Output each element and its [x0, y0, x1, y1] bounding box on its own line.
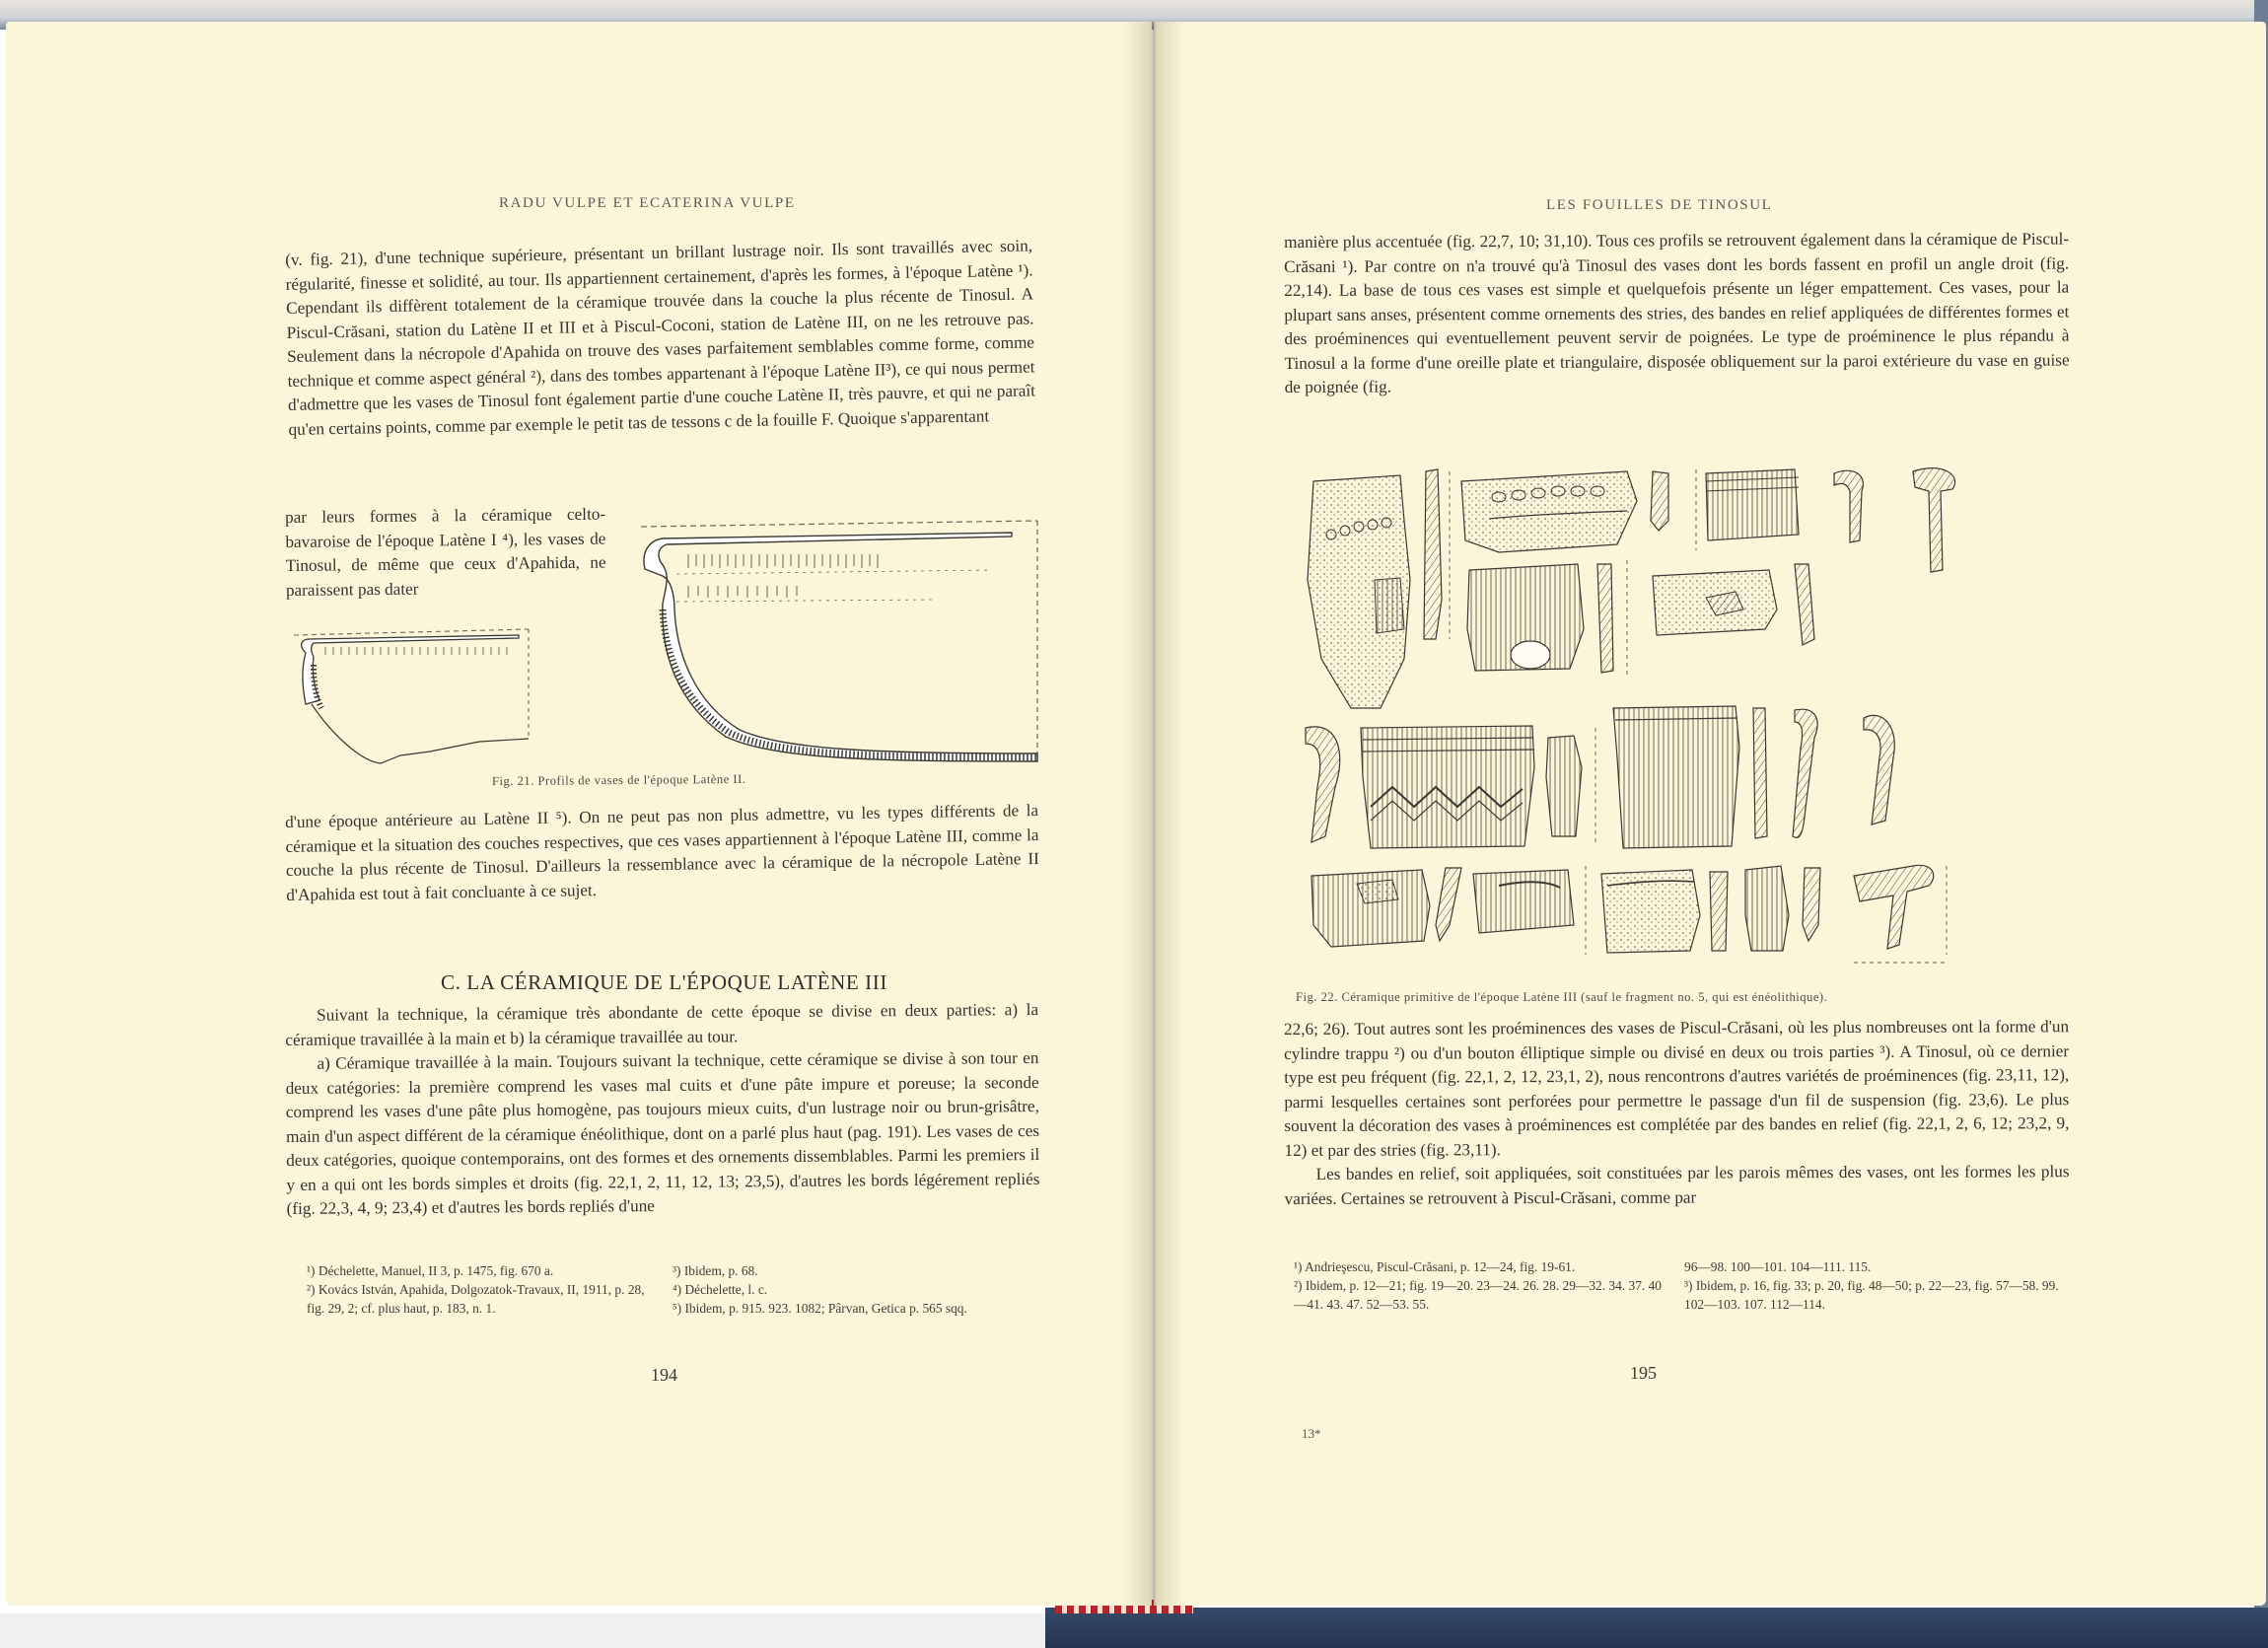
profile-12 [1864, 715, 1894, 824]
fragment-8 [1361, 726, 1534, 848]
right-footnotes-col2: 96—98. 100—101. 104—111. 115. ³) Ibidem, p. 16, fig. 33; p. 20, fig. 48—50; p. 22—23, fig. 57—58. 99. 102—103. 107. 112—114. [1684, 1259, 2059, 1312]
fragment-14 [1473, 870, 1574, 933]
gutter-shadow [1124, 22, 1183, 1606]
fragment-9 [1546, 736, 1582, 836]
fragment-10 [1613, 706, 1739, 848]
left-page [6, 22, 1152, 1606]
profile-7 [1306, 727, 1340, 842]
left-paragraph-3: Suivant la technique, la céramique très abondante de cette époque se divise en deux parties: a) la céramique travaillée à la main et b) la céramique travaillée au tour. a) Céramique travaillée à la main. Toujours suivant la technique, cette céramique se divise à son tour en deux catégories: la première comprend les vases mal cuits et d'une pâte impure et poreuse; la seconde comprend les vases d'une pâte plus homogène, pas toujours mieux cuits, d'un lustrage noir ou brun-grisâtre, main d'un aspect différent de la céramique énéolithique, dont on a parlé plus haut (pag. 191). Les vases de ces deux catégories, quoique contemporains, ont des formes et des ornements dissemblables. Parmi les premiers il y en a qui ont les bords simples et droits (fig. 22,1, 2, 11, 12, 13; 23,5), d'autres les bords légérement repliés (fig. 22,3, 4, 9; 23,4) et d'autres les bords repliés d'une [285, 999, 1040, 1218]
right-page [1154, 22, 2266, 1606]
running-head-left: RADU VULPE ET ECATERINA VULPE [499, 195, 796, 211]
profile-11 [1793, 709, 1817, 837]
fig21-caption: Fig. 21. Profils de vases de l'époque Latène II. [491, 771, 746, 789]
fragment-3 [1706, 469, 1799, 540]
right-footnotes-col1: ¹) Andrieşescu, Piscul-Crăsani, p. 12—24, fig. 19-61. ²) Ibidem, p. 12—21; fig. 19—20. 23—24. 26. 28. 29—32. 34. 37. 40—41. 43. 47. 52—53. 55. [1294, 1259, 1662, 1312]
fig21-small-profile [292, 625, 533, 768]
fig21-large-profile [637, 515, 1041, 766]
page-number-right: 195 [1630, 1363, 1657, 1383]
profile-1 [1424, 469, 1442, 639]
profile-4 [1913, 468, 1955, 572]
signature-mark: 13* [1302, 1426, 1321, 1441]
left-footnotes-col2: ³) Ibidem, p. 68. ⁴) Déchelette, l. c. ⁵) Ibidem, p. 915. 923. 1082; Pârvan, Getica p. 565 sqq. [673, 1263, 967, 1316]
running-head-right: LES FOUILLES DE TINOSUL [1546, 197, 1773, 213]
left-footnotes-col1: ¹) Déchelette, Manuel, II 3, p. 1475, fig. 670 a. ²) Kovács István, Apahida, Dolgozatok-Travaux, II, 1911, p. 28, fig. 29, 2; cf. plus haut, p. 183, n. 1. [307, 1263, 645, 1316]
profile-17 [1854, 865, 1934, 949]
cover-bottom-edge [1045, 1608, 2268, 1648]
fig22-caption: Fig. 22. Céramique primitive de l'époque Latène III (sauf le fragment no. 5, qui est énéolithique). [1296, 990, 1828, 1004]
table-surface [0, 1613, 1144, 1648]
fragment-16 [1745, 866, 1789, 951]
right-paragraph-2: 22,6; 26). Tout autres sont les proéminences des vases de Piscul-Crăsani, où les plus nombreuses ont la forme d'un cylindre trappu ²) ou d'un bouton élliptique simple ou divisé en deux ou trois parties ³). A Tinosul, où ce dernier type est peu fréquent (fig. 22,1, 2, 12, 23,1, 2), nous rencontrons d'autres variétés de proéminences (fig. 23,11, 12), parmi lesquelles certaines sont perforées pour permettre le passage d'un fil de suspension (fig. 23,6). Le plus souvent la décoration des vases à proéminences est complétée par des bandes en relief (fig. 22,1, 2, 6, 12; 23,2, 9, 12) et par des stries (fig. 23,11). Les bandes en relief, soit appliquées, soit constituées par les parois mêmes des vases, ont les formes les plus variées. Certaines se retrouvent à Piscul-Crăsani, comme par [1284, 1017, 2070, 1208]
left-paragraph-1: (v. fig. 21), d'une technique supérieure, présentant un brillant lustrage noir. Ils sont travaillés avec soin, régularité, finesse et solidité, au tour. Ils appartiennent certainement, d'après les formes, à l'époque Latène ¹). Cependant ils diffèrent totalement de la céramique trouvée dans la couche la plus récente de Tinosul. A Piscul-Crăsani, station du Latène II et III et à Piscul-Coconi, station de Latène III, on ne les retrouve pas. Seulement dans la nécropole d'Apahida on trouve des vases parfaitement semblables comme forme, comme technique et comme aspect général ²), dans des tombes appartenant à l'époque Latène II³), ce qui nous permet d'admettre que les vases de Tinosul font également partie d'une couche Latène II, très pauvre, et qui ne paraît qu'en certains points, comme par exemple le petit tas de tessons c de la fouille F. Quoique s'apparentant [285, 236, 1036, 439]
section-heading: C. LA CÉRAMIQUE DE L'ÉPOQUE LATÈNE III [441, 970, 887, 994]
fragment-13 [1311, 870, 1430, 947]
page-number-left: 194 [651, 1365, 677, 1385]
left-paragraph-2: d'une époque antérieure au Latène II ⁵). On ne peut pas non plus admettre, vu les types différents de la céramique et la situation des couches respectives, que ces vases appartiennent à l'époque Latène III, comme la couche la plus récente de Tinosul. D'ailleurs la ressemblance avec la céramique de la nécropole Latène II d'Apahida est tout à fait concluante à ce sujet. [285, 800, 1040, 904]
left-paragraph-1-tail: par leurs formes à la céramique celto-bavaroise de l'époque Latène I ⁴), les vases de Tinosul, de même que ceux d'Apahida, ne paraissent pas dater [285, 504, 606, 600]
fig22-plate [1302, 462, 2081, 984]
right-paragraph-1: manière plus accentuée (fig. 22,7, 10; 31,10). Tous ces profils se retrouvent également dans la céramique de Piscul-Crăsani ¹). Par contre on n'a trouvé qu'à Tinosul des vases dont les bords fassent en profil un angle droit (fig. 22,14). La base de tous ces vases est simple et quelquefois présente un léger empattement. Ces vases, pour la plupart sans anses, présentent comme ornements des stries, des bandes en relief appliquées de différentes formes et des proéminences qui eventuellement peuvent servir de poignées. Le type de proéminence le plus répandu à Tinosul a la forme d'une oreille plate et triangulaire, disposée obliquement sur la paroi extérieure du vase en guise de poignée (fig. [1284, 229, 2070, 396]
